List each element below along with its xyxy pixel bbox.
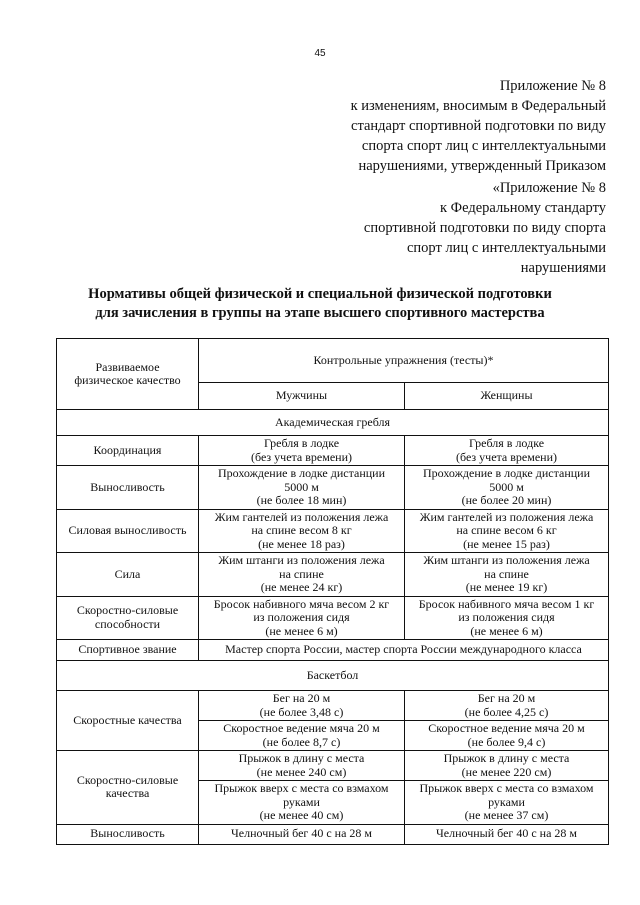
quality-cell: Сила xyxy=(57,553,199,597)
table-row xyxy=(57,509,609,553)
women-cell: Гребля в лодке (без учета времени) xyxy=(405,436,609,466)
table-row xyxy=(57,596,609,640)
table-row xyxy=(57,553,609,597)
men-cell: Прыжок в длину с места (не менее 240 см) xyxy=(199,751,405,781)
women-cell: Скоростное ведение мяча 20 м (не более 9,4 с) xyxy=(405,721,609,751)
women-cell: Жим гантелей из положения лежа на спине весом 6 кг (не менее 15 раз) xyxy=(405,509,609,553)
table-row xyxy=(57,691,609,721)
norms-table xyxy=(56,338,609,845)
men-cell: Гребля в лодке (без учета времени) xyxy=(199,436,405,466)
quality-header: Развиваемое физическое качество xyxy=(57,339,199,410)
page-number: 45 xyxy=(314,48,326,59)
table-row xyxy=(57,640,609,661)
women-cell: Прохождение в лодке дистанции 5000 м (не более 20 мин) xyxy=(405,466,609,510)
women-cell: Прыжок вверх с места со взмахом руками (не менее 37 см) xyxy=(405,781,609,825)
quality-cell: Силовая выносливость xyxy=(57,509,199,553)
title-line: для зачисления в группы на этапе высшего спортивного мастерства xyxy=(95,305,545,321)
appendix-line: к Федеральному стандарту xyxy=(439,200,606,216)
men-cell: Челночный бег 40 с на 28 м xyxy=(199,824,405,844)
men-cell: Бросок набивного мяча весом 2 кг из положения сидя (не менее 6 м) xyxy=(199,596,405,640)
women-cell: Челночный бег 40 с на 28 м xyxy=(405,824,609,844)
sport-title: Академическая гребля xyxy=(57,410,609,436)
appendix-line: спорта спорт лиц с интеллектуальными xyxy=(361,138,606,154)
appendix-line: спорт лиц с интеллектуальными xyxy=(406,240,606,256)
sport-row-rowing xyxy=(57,410,609,436)
appendix-line: спортивной подготовки по виду спорта xyxy=(363,220,606,236)
table-row xyxy=(57,466,609,510)
tests-header: Контрольные упражнения (тесты)* xyxy=(199,339,609,383)
men-cell: Жим гантелей из положения лежа на спине весом 8 кг (не менее 18 раз) xyxy=(199,509,405,553)
appendix-line: нарушениями, утвержденный Приказом xyxy=(358,158,606,174)
quality-cell: Скоростно-силовые способности xyxy=(57,596,199,640)
appendix-original-block xyxy=(364,178,606,278)
women-cell: Жим штанги из положения лежа на спине (не менее 19 кг) xyxy=(405,553,609,597)
men-cell: Бег на 20 м (не более 3,48 с) xyxy=(199,691,405,721)
appendix-line: «Приложение № 8 xyxy=(492,180,606,196)
header-row xyxy=(57,339,609,383)
appendix-line: нарушениями xyxy=(520,260,606,276)
appendix-amendment-block xyxy=(351,76,606,176)
appendix-line: к изменениям, вносимым в Федеральный xyxy=(350,98,606,114)
women-cell: Бег на 20 м (не более 4,25 с) xyxy=(405,691,609,721)
appendix-line: Приложение № 8 xyxy=(499,78,606,94)
table-row xyxy=(57,751,609,781)
sport-title: Баскетбол xyxy=(57,661,609,691)
sport-row-basketball xyxy=(57,661,609,691)
men-cell: Прохождение в лодке дистанции 5000 м (не более 18 мин) xyxy=(199,466,405,510)
table-row xyxy=(57,824,609,844)
men-header: Мужчины xyxy=(199,383,405,410)
women-cell: Бросок набивного мяча весом 1 кг из положения сидя (не менее 6 м) xyxy=(405,596,609,640)
document-title xyxy=(0,285,640,323)
women-cell: Прыжок в длину с места (не менее 220 см) xyxy=(405,751,609,781)
title-line: Нормативы общей физической и специальной физической подготовки xyxy=(88,286,552,302)
quality-cell: Координация xyxy=(57,436,199,466)
quality-cell: Скоростные качества xyxy=(57,691,199,751)
men-cell: Скоростное ведение мяча 20 м (не более 8,7 с) xyxy=(199,721,405,751)
men-cell: Жим штанги из положения лежа на спине (не менее 24 кг) xyxy=(199,553,405,597)
appendix-line: стандарт спортивной подготовки по виду xyxy=(351,118,606,134)
table-row xyxy=(57,436,609,466)
quality-cell: Выносливость xyxy=(57,824,199,844)
rank-value: Мастер спорта России, мастер спорта России международного класса xyxy=(199,640,609,661)
men-cell: Прыжок вверх с места со взмахом руками (не менее 40 см) xyxy=(199,781,405,825)
rank-label: Спортивное звание xyxy=(57,640,199,661)
women-header: Женщины xyxy=(405,383,609,410)
quality-cell: Выносливость xyxy=(57,466,199,510)
quality-cell: Скоростно-силовые качества xyxy=(57,751,199,825)
